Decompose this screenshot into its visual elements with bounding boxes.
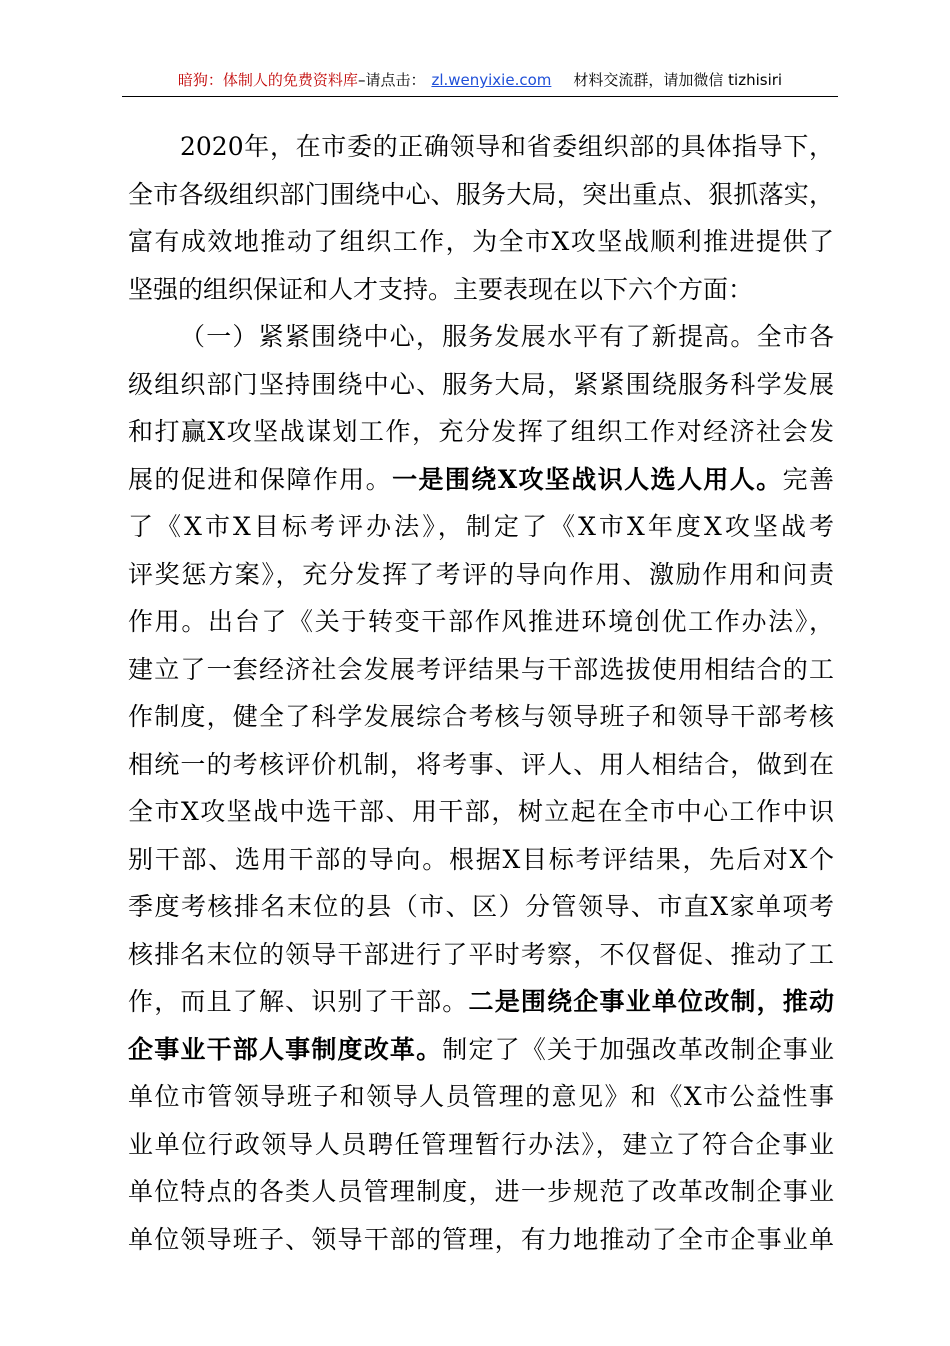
text-line: 作制度，健全了科学发展综合考核与领导班子和领导干部考核 bbox=[128, 702, 834, 731]
text-line: 建立了一套经济社会发展考评结果与干部选拔使用相结合的工 bbox=[128, 654, 834, 684]
header-url-link[interactable]: zl.wenyixie.com bbox=[431, 71, 552, 89]
bold-point-two-cont: 企事业干部人事制度改革。 bbox=[128, 1034, 443, 1064]
text-line: 全市各级组织部门围绕中心、服务大局，突出重点、狠抓落实， bbox=[128, 179, 834, 209]
header-click-prefix: –请点击： bbox=[357, 71, 426, 89]
text-run: 展的促进和保障作用。 bbox=[128, 464, 393, 494]
text-line: 坚强的组织保证和人才支持。主要表现在以下六个方面： bbox=[128, 274, 754, 304]
text-line: 评奖惩方案》，充分发挥了考评的导向作用、激励作用和问责 bbox=[128, 559, 834, 589]
text-line: 2020年，在市委的正确领导和省委组织部的具体指导下， bbox=[180, 132, 834, 161]
text-line: 级组织部门坚持围绕中心、服务大局，紧紧围绕服务科学发展 bbox=[128, 369, 834, 399]
text-line: 业单位行政领导人员聘任管理暂行办法》，建立了符合企事业 bbox=[128, 1129, 834, 1159]
bold-point-two: 二是围绕企事业单位改制，推动 bbox=[468, 987, 834, 1016]
header-contact: 材料交流群，请加微信 tizhisiri bbox=[573, 71, 783, 89]
header-brand: 暗狗：体制人的免费资料库 bbox=[177, 71, 358, 89]
text-run: 完善 bbox=[782, 464, 834, 494]
text-line: 全市X攻坚战中选干部、用干部，树立起在全市中心工作中识 bbox=[128, 797, 834, 826]
text-line: 核排名末位的领导干部进行了平时考察，不仅督促、推动了工 bbox=[128, 939, 834, 969]
text-line: 别干部、选用干部的导向。根据X目标考评结果，先后对X个 bbox=[128, 844, 834, 874]
text-line: 相统一的考核评价机制，将考事、评人、用人相结合，做到在 bbox=[128, 749, 834, 779]
text-line: 了《X市X目标考评办法》，制定了《X市X年度X攻坚战考 bbox=[128, 512, 834, 541]
text-line: 单位市管领导班子和领导人员管理的意见》和《X市公益性事 bbox=[128, 1082, 834, 1111]
text-line bbox=[128, 1031, 834, 1079]
text-line bbox=[128, 461, 834, 509]
text-line: 单位特点的各类人员管理制度，进一步规范了改革改制企事业 bbox=[128, 1177, 834, 1206]
text-run: 制定了《关于加强改革改制企事业 bbox=[442, 1034, 834, 1064]
text-line: 单位领导班子、领导干部的管理，有力地推动了全市企事业单 bbox=[128, 1224, 834, 1254]
page-header bbox=[122, 70, 838, 97]
text-line: 季度考核排名末位的县（市、区）分管领导、市直X家单项考 bbox=[128, 892, 834, 921]
text-line: 作用。出台了《关于转变干部作风推进环境创优工作办法》， bbox=[128, 607, 834, 636]
text-line bbox=[128, 983, 834, 1031]
section-heading-line: （一）紧紧围绕中心，服务发展水平有了新提高。全市各 bbox=[180, 322, 834, 351]
document-body bbox=[128, 128, 834, 1268]
text-run: 作，而且了解、识别了干部。 bbox=[128, 987, 469, 1016]
text-line: 富有成效地推动了组织工作，为全市X攻坚战顺利推进提供了 bbox=[128, 227, 834, 256]
text-line: 和打赢X攻坚战谋划工作，充分发挥了组织工作对经济社会发 bbox=[128, 417, 834, 446]
bold-point-one: 一是围绕X攻坚战识人选人用人。 bbox=[392, 464, 783, 494]
